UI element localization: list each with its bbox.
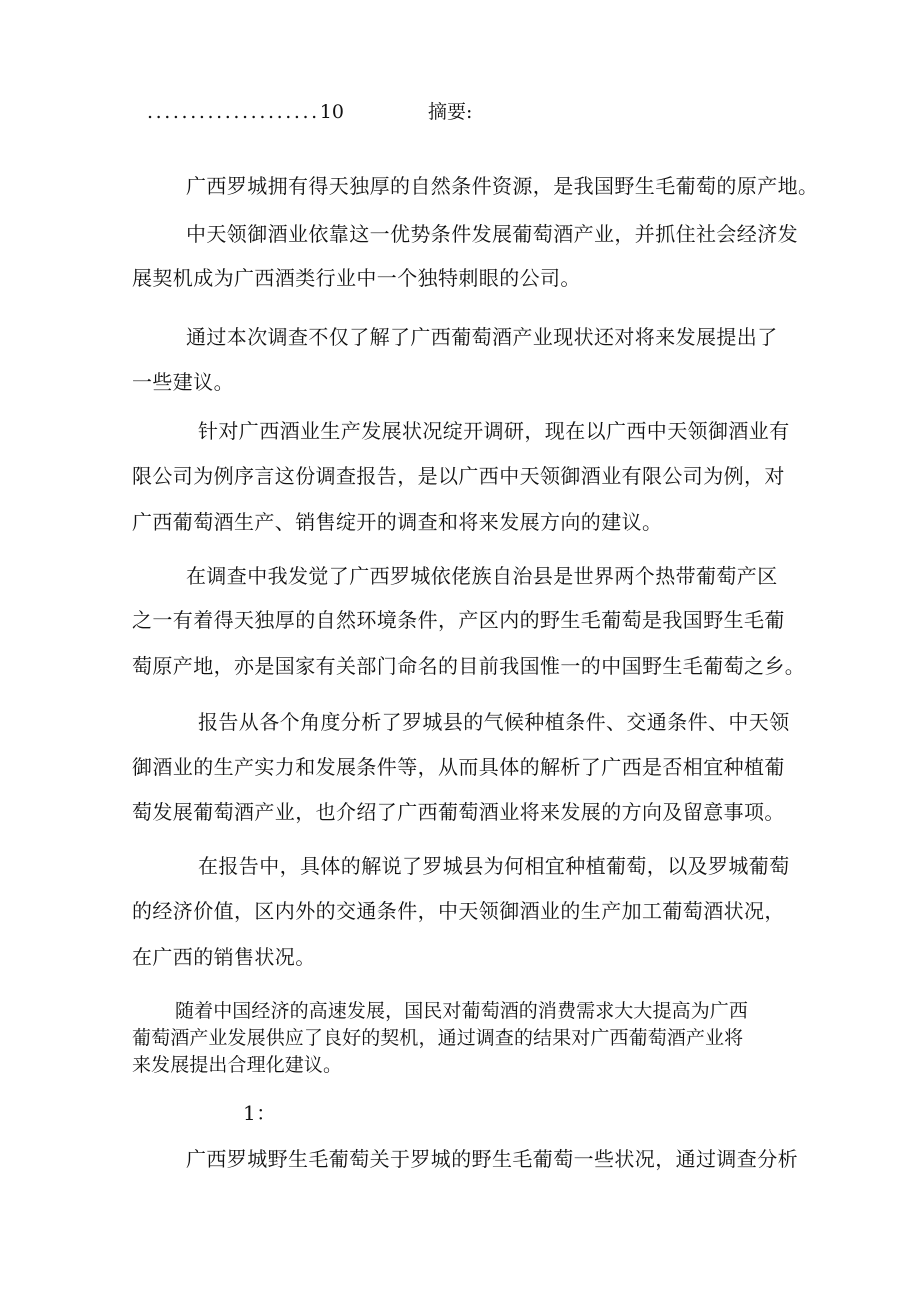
paragraph-line: 通过本次调查不仅了解了广西葡萄酒产业现状还对将来发展提出了: [186, 325, 778, 349]
paragraph-line: 萄发展葡萄酒产业，也介绍了广西葡萄酒业将来发展的方向及留意事项。: [132, 800, 785, 824]
paragraph-line: 御酒业的生产实力和发展条件等，从而具体的解析了广西是否相宜种植葡: [132, 755, 785, 779]
section-number: 1：: [243, 1101, 277, 1125]
toc-line: [147, 100, 344, 124]
paragraph-line: 在报告中，具体的解说了罗城县为何相宜种植葡萄，以及罗城葡萄: [198, 854, 790, 878]
paragraph-line: 广西罗城野生毛葡萄关于罗城的野生毛葡萄一些状况，通过调查分析: [186, 1147, 798, 1171]
paragraph-line: 中天领御酒业依靠这一优势条件发展葡萄酒产业，并抓住社会经济发: [186, 222, 798, 246]
paragraph-line: 广西罗城拥有得天独厚的自然条件资源，是我国野生毛葡萄的原产地。: [186, 174, 819, 198]
paragraph-line: 报告从各个角度分析了罗城县的气候种植条件、交通条件、中天领: [198, 710, 790, 734]
paragraph-line: 展契机成为广西酒类行业中一个独特刺眼的公司。: [132, 266, 581, 290]
paragraph-line: 针对广西酒业生产发展状况绽开调研，现在以广西中天领御酒业有: [198, 419, 790, 443]
paragraph-line: 萄原产地，亦是国家有关部门命名的目前我国惟一的中国野生毛葡萄之乡。: [132, 654, 806, 678]
paragraph-line: 广西葡萄酒生产、销售绽开的调查和将来发展方向的建议。: [132, 510, 663, 534]
paragraph-line: 的经济价值，区内外的交通条件，中天领御酒业的生产加工葡萄酒状况，: [132, 899, 785, 923]
toc-page-number: 10: [319, 101, 344, 123]
paragraph-line: 随着中国经济的高速发展，国民对葡萄酒的消费需求大大提高为广西: [175, 1000, 749, 1022]
paragraph-line: 一些建议。: [132, 370, 234, 394]
paragraph-line: 在广西的销售状况。: [132, 945, 316, 969]
abstract-heading: 摘要:: [428, 101, 473, 123]
paragraph-line: 限公司为例序言这份调查报告，是以广西中天领御酒业有限公司为例，对: [132, 464, 785, 488]
paragraph-line: 在调查中我发觉了广西罗城依佬族自治县是世界两个热带葡萄产区: [186, 564, 778, 588]
toc-leader-dots: ....................: [147, 101, 320, 123]
paragraph-line: 之一有着得天独厚的自然环境条件，产区内的野生毛葡萄是我国野生毛葡: [132, 608, 785, 632]
paragraph-line: 葡萄酒产业发展供应了良好的契机，通过调查的结果对广西葡萄酒产业将: [132, 1027, 744, 1049]
paragraph-line: 来发展提出合理化建议。: [132, 1054, 343, 1076]
